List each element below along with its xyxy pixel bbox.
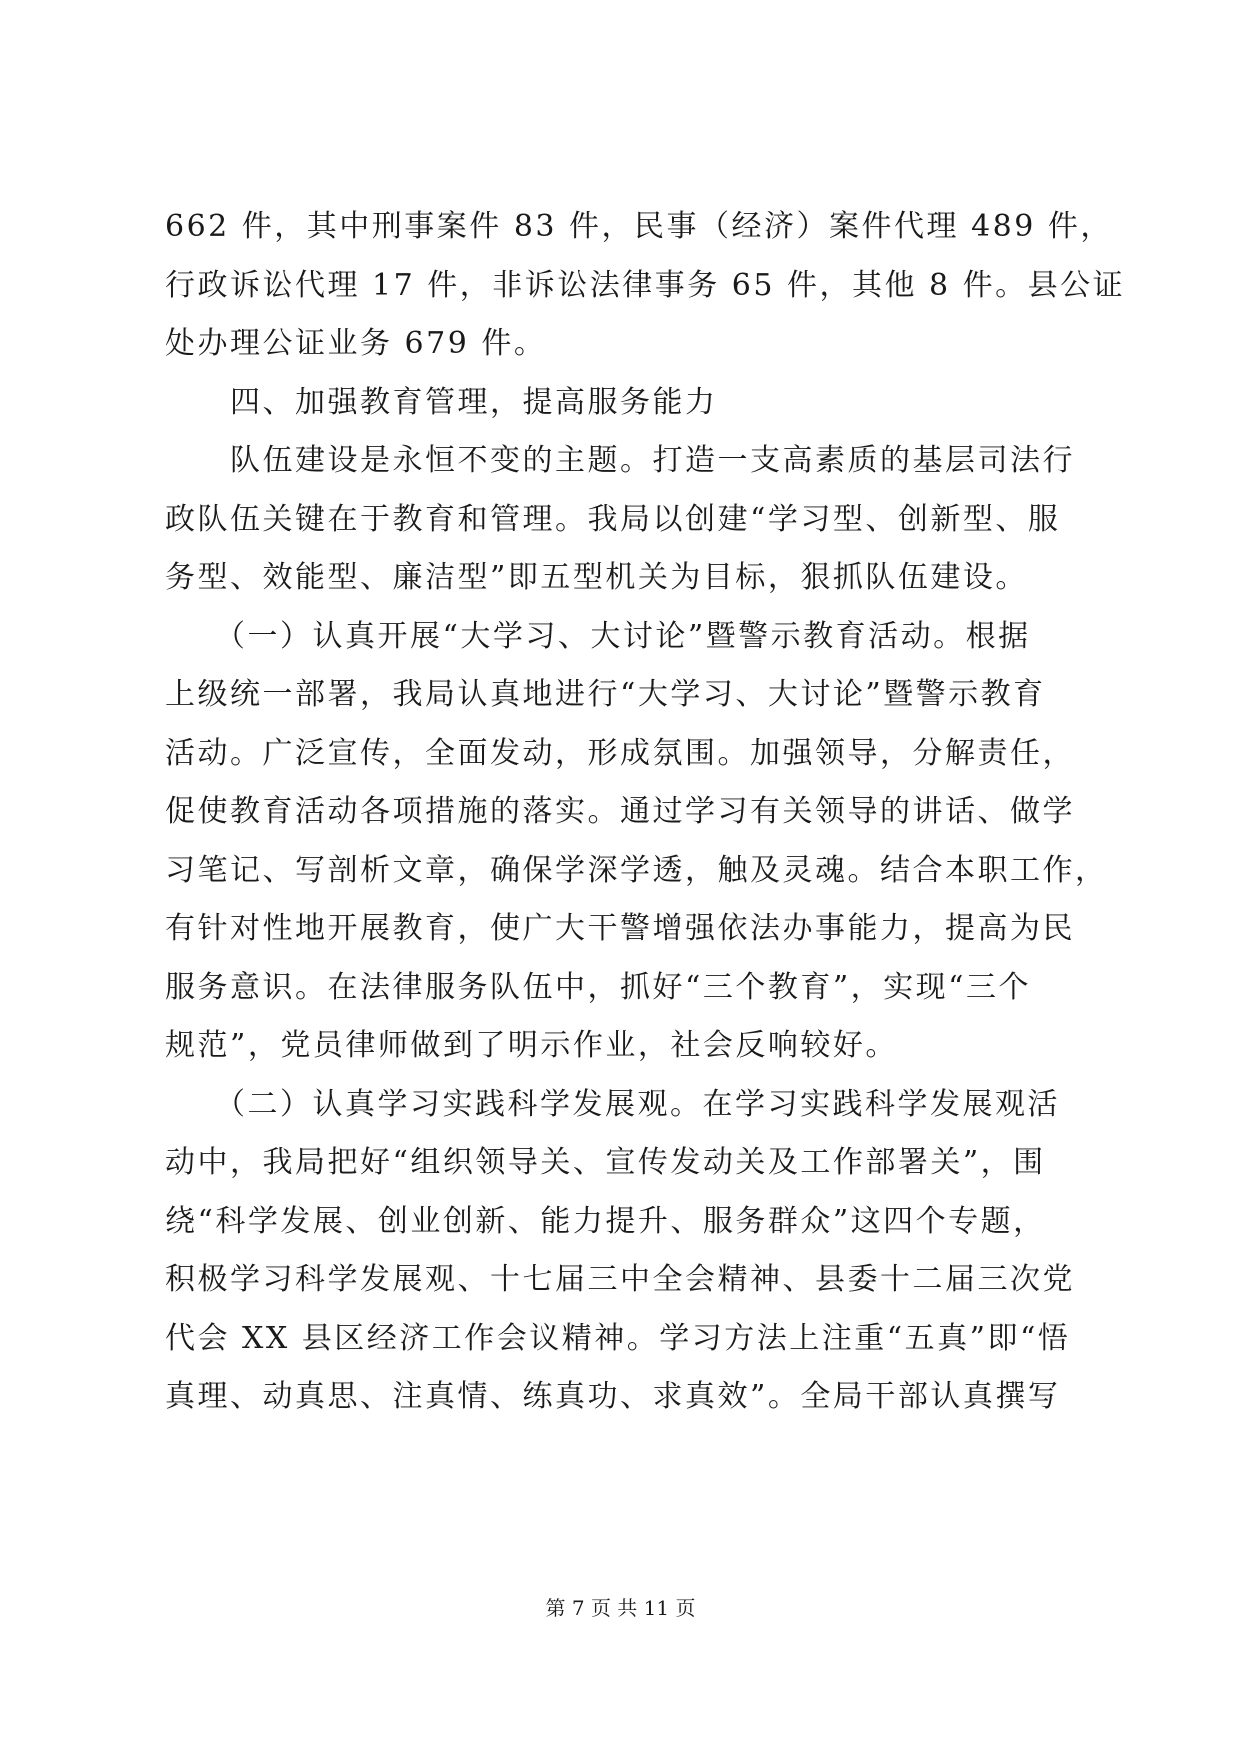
text-line: 积极学习科学发展观、十七届三中全会精神、县委十二届三次党 [165, 1262, 1075, 1297]
text-line: 处办理公证业务 679 件。 [165, 326, 547, 361]
body-text [165, 198, 1126, 1427]
page-number-footer: 第 7 页 共 11 页 [545, 1596, 696, 1620]
text-line: 动中，我局把好“组织领导关、宣传发动关及工作部署关”，围 [165, 1145, 1046, 1180]
text-line: 务型、效能型、廉洁型”即五型机关为目标，狠抓队伍建设。 [165, 560, 1028, 595]
text-line: 服务意识。在法律服务队伍中，抓好“三个教育”，实现“三个 [165, 969, 1032, 1005]
text-line: 上级统一部署，我局认真地进行“大学习、大讨论”暨警示教育 [165, 677, 1046, 712]
text-line: 真理、动真思、注真情、练真功、求真效”。全局干部认真撰写 [165, 1379, 1061, 1414]
text-line: 活动。广泛宣传，全面发动，形成氛围。加强领导，分解责任， [165, 735, 1075, 771]
text-line: 规范”，党员律师做到了明示作业，社会反响较好。 [165, 1028, 898, 1063]
text-line: （二）认真学习实践科学发展观。在学习实践科学发展观活 [165, 1086, 1060, 1122]
text-line: 代会 XX 县区经济工作会议精神。学习方法上注重“五真”即“悟 [165, 1320, 1071, 1356]
text-line: 习笔记、写剖析文章，确保学深学透，触及灵魂。结合本职工作， [165, 852, 1108, 888]
text-line: 有针对性地开展教育，使广大干警增强依法办事能力，提高为民 [165, 911, 1075, 946]
text-line: 队伍建设是永恒不变的主题。打造一支高素质的基层司法行 [165, 443, 1075, 478]
text-line: 政队伍关键在于教育和管理。我局以创建“学习型、创新型、服 [165, 501, 1061, 537]
text-line: （一）认真开展“大学习、大讨论”暨警示教育活动。根据 [165, 618, 1031, 654]
text-line: 662 件，其中刑事案件 83 件，民事（经济）案件代理 489 件， [165, 209, 1113, 244]
text-line: 促使教育活动各项措施的落实。通过学习有关领导的讲话、做学 [165, 794, 1075, 829]
text-line: 行政诉讼代理 17 件，非诉讼法律事务 65 件，其他 8 件。县公证 [165, 267, 1126, 303]
section-heading: 四、加强教育管理，提高服务能力 [165, 384, 718, 420]
text-line: 绕“科学发展、创业创新、能力提升、服务群众”这四个专题， [165, 1203, 1046, 1239]
